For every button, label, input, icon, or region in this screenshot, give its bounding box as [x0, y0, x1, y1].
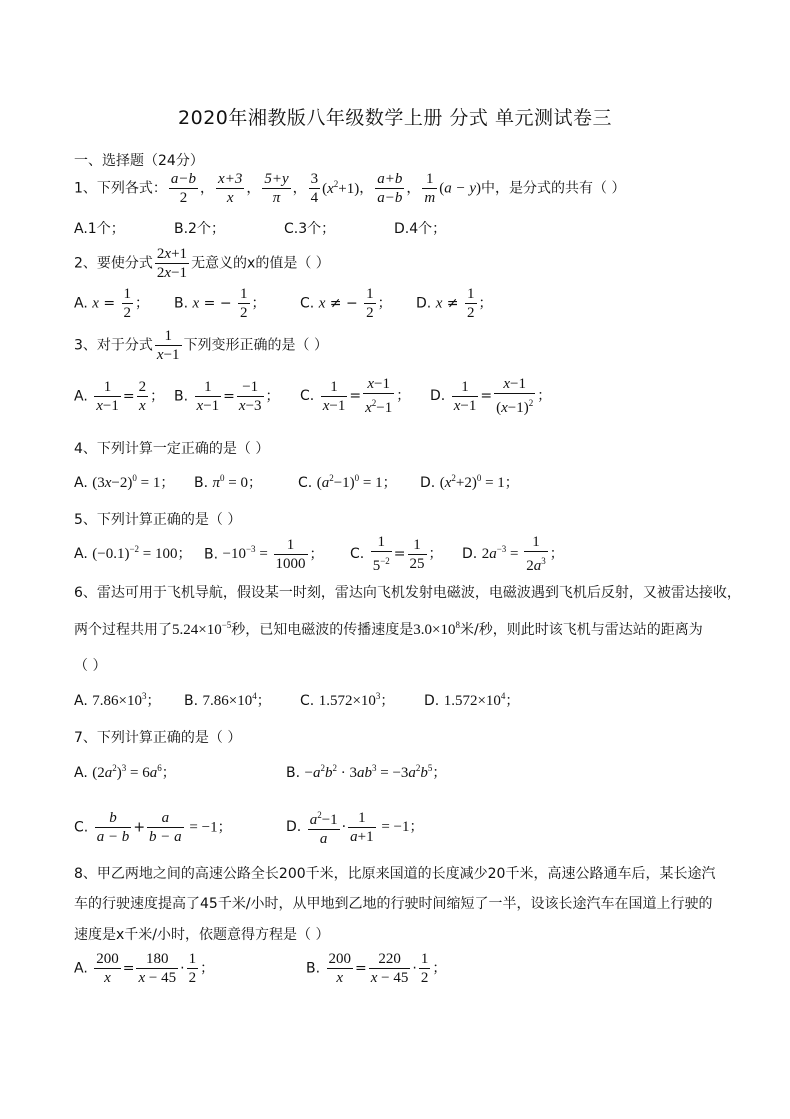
option-d: D. x ≠ $\frac{1}{2}$ ； [416, 286, 493, 321]
expr-text: $(x^2+1)$ [322, 178, 360, 197]
question-6-line-2: 两个过程共用了$5.24\times 10^{-5}$秒，已知电磁波的传播速度是$3.0\times 10^8$米/秒，则此时该飞机与雷达站的距离为 [74, 620, 703, 638]
expr-frac: $\frac{2x+1}{2x-1}$ [156, 246, 188, 281]
option-b: B. $\frac{200}{x}$ = $\frac{220}{x - 45}$ · $\frac{1}{2}$ ； [306, 951, 447, 986]
question-3-stem [74, 327, 328, 364]
expr-frac: $\frac{a-b}{2}$ [170, 171, 197, 206]
question-4-options [74, 472, 519, 492]
question-7-stem: 7、下列计算正确的是（ ） [74, 730, 242, 746]
option-b: B. x = − $\frac{1}{2}$ ； [174, 286, 266, 321]
question-5-stem: 5、下列计算正确的是（ ） [74, 512, 242, 528]
q2-suffix: 无意义的x的值是（ ） [191, 255, 330, 272]
question-5-options [74, 533, 564, 575]
option-a: A.1个； [74, 221, 125, 237]
question-7-options-ab [74, 762, 446, 782]
option-a: A. $\frac{200}{x}$ = $\frac{180}{x - 45}$ · $\frac{1}{2}$ ； [74, 951, 215, 986]
question-6-options [74, 690, 519, 710]
question-8-line-1: 8、甲乙两地之间的高速公路全长200千米，比原来国道的长度减少20千米，高速公路通车后，某长途汽 [74, 866, 716, 882]
option-a: A. $(2a^2)^3 = 6a^6$； [74, 763, 176, 781]
question-1-stem: 1、下列各式： $\frac{a-b}{2}$ ， $\frac{x+3}{x}$ ， $\frac{5+y}{\pi}$ ， $\frac{3}{4}$ $(x^2+1)$， $\frac{a+b}{a-b}$ ， $\frac{1}{m}$ (a − y)中，是分式的共有（ ） [74, 171, 626, 206]
option-d: D. $(x^2+2)^0 = 1$； [420, 473, 519, 491]
option-a: A. x = $\frac{1}{2}$ ； [74, 286, 150, 321]
q3-suffix: 下列变形正确的是（ ） [183, 337, 329, 354]
option-d: D. $1.572\times 10^4$； [424, 691, 520, 709]
question-1-options [74, 218, 446, 238]
option-b: B. $\pi^0 = 0$； [194, 473, 262, 491]
q1-suffix: 中，是分式的共有（ ） [481, 180, 626, 197]
option-a: A. $\frac{1}{x-1}$ = $\frac{2}{x}$ ； [74, 378, 165, 414]
q1-prefix: 1、下列各式： [74, 180, 167, 197]
question-7-options-cd [74, 806, 424, 848]
option-d: D. $\frac{a^2-1}{a}$ · $\frac{1}{a+1}$ = −1； [286, 806, 424, 848]
question-6-line-1: 6、雷达可用于飞机导航，假设某一时刻，雷达向飞机发射电磁波，电磁波遇到飞机后反射，又被雷达接收， [74, 585, 741, 601]
option-c: C. $\frac{b}{a - b}$ + $\frac{a}{b - a}$ = −1； [74, 809, 232, 845]
option-a: A. $7.86\times 10^3$； [74, 691, 161, 709]
expr-frac: $\frac{5+y}{\pi}$ [264, 171, 289, 206]
expr-frac: $\frac{1}{x-1}$ [156, 328, 180, 363]
option-c: C. $(a^2-1)^0 = 1$； [298, 473, 397, 491]
option-b: B. $\frac{1}{x-1}$ = $\frac{-1}{x-3}$ ； [174, 378, 280, 414]
option-c: C. $\frac{1}{5^{-2}}$ = $\frac{1}{25}$ ； [350, 534, 443, 574]
question-8-options [74, 950, 446, 987]
option-b: B. $-10^{-3}$ = $\frac{1}{1000}$ ； [204, 536, 324, 572]
question-4-stem: 4、下列计算一定正确的是（ ） [74, 441, 270, 457]
option-b: B.2个； [174, 221, 225, 237]
option-c: C. x ≠ − $\frac{1}{2}$ ； [300, 286, 392, 321]
page-title: 2020年湘教版八年级数学上册 分式 单元测试卷三 [178, 107, 612, 129]
option-c: C. $\frac{1}{x-1}$ = $\frac{x-1}{x^2-1}$ ； [300, 376, 411, 416]
question-8-line-2: 车的行驶速度提高了45千米/小时，从甲地到乙地的行驶时间缩短了一半，设该长途汽车在国道上行驶的 [74, 896, 713, 912]
option-a: A. $(-0.1)^{-2} = 100$； [74, 544, 192, 562]
section-heading: 一、选择题（24分） [74, 153, 204, 169]
expr-frac: $\frac{x+3}{x}$ [218, 171, 243, 206]
option-c: C.3个； [284, 221, 336, 237]
expr-frac: $\frac{a+b}{a-b}$ [377, 171, 403, 206]
option-a: A. $(3x-2)^0 = 1$； [74, 473, 175, 491]
question-3-options [74, 375, 551, 417]
option-b: B. $7.86\times 10^4$； [184, 691, 271, 709]
expr-frac: $\frac{1}{m}$ [424, 171, 436, 206]
question-8-line-3: 速度是x千米/小时，依题意得方程是（ ） [74, 927, 330, 943]
option-d: D. $2a^{-3}$ = $\frac{1}{2a^3}$ ； [462, 534, 564, 574]
expr-text: (a − y) [439, 180, 481, 197]
q3-prefix: 3、对于分式 [74, 337, 153, 354]
expr-frac: $\frac{3}{4}$ [310, 171, 319, 206]
q2-prefix: 2、要使分式 [74, 255, 153, 272]
option-d: D.4个； [394, 221, 447, 237]
option-b: B. $-a^2b^2 \cdot 3ab^3 = -3a^2b^5$； [286, 763, 447, 781]
option-c: C. $1.572\times 10^3$； [300, 691, 395, 709]
question-6-line-3: （ ） [74, 658, 107, 674]
question-2-options [74, 285, 493, 322]
option-d: D. $\frac{1}{x-1}$ = $\frac{x-1}{(x-1)^2}$ ； [430, 376, 552, 416]
question-2-stem [74, 245, 330, 282]
